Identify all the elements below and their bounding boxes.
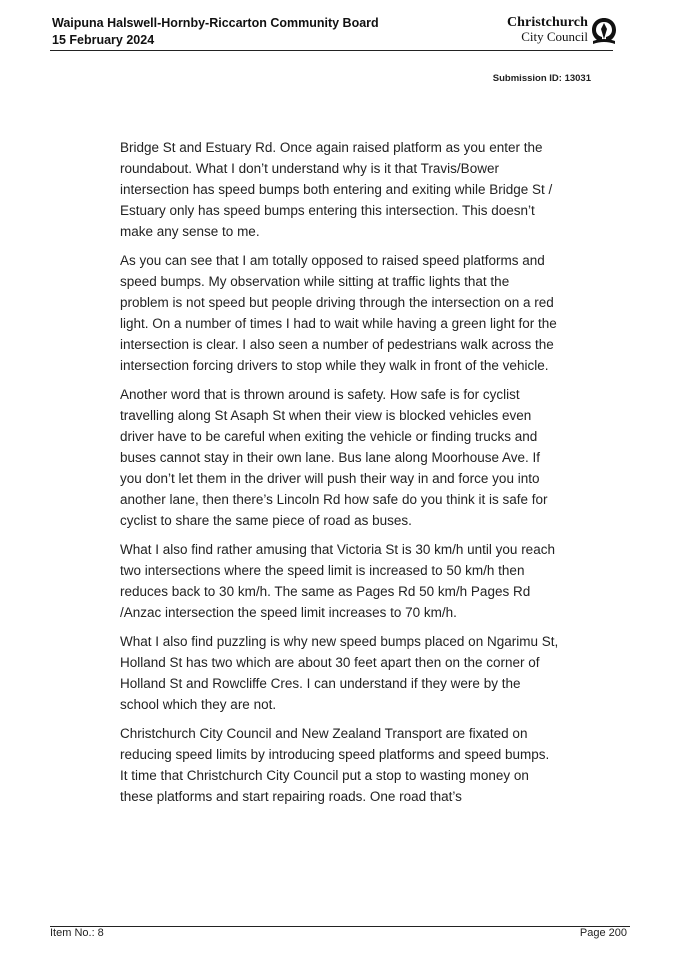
- paragraph: What I also find puzzling is why new speed bumps placed on Ngarimu St, Holland St has two which are about 30 feet apart then on the corner of Holland St and Rowcliffe Cres. I can understand if they were by the school which they are not.: [120, 634, 559, 712]
- logo-wordmark: [507, 16, 588, 44]
- council-logo: [508, 15, 618, 49]
- board-name: Waipuna Halswell-Hornby-Riccarton Community Board: [52, 16, 379, 30]
- header-divider: [50, 50, 613, 51]
- submission-id: Submission ID: 13031: [492, 73, 591, 84]
- paragraph: Bridge St and Estuary Rd. Once again raised platform as you enter the roundabout. What I don’t understand why is it that Travis/Bower intersection has speed bumps both entering and exiting while Bridge St / Estuary only has speed bumps entering this intersection. This doesn’t make any sense to me.: [120, 140, 553, 239]
- document-header-title: [52, 15, 379, 49]
- christchurch-cathedral-logo-icon: [591, 17, 617, 45]
- meeting-date: 15 February 2024: [52, 33, 155, 47]
- paragraph: What I also find rather amusing that Victoria St is 30 km/h until you reach two intersections where the speed limit is increased to 50 km/h then reduces back to 30 km/h. The same as Pages Rd 50 km/h Pages Rd /Anzac intersection the speed limit increases to 70 km/h.: [120, 542, 555, 620]
- logo-line-2: City Council: [521, 29, 588, 44]
- paragraph: Another word that is thrown around is safety. How safe is for cyclist travelling along St Asaph St when their view is blocked vehicles even driver have to be careful when exiting the vehicle or finding trucks and buses cannot stay in their own lane. Bus lane along Moorhouse Ave. If you don’t let them in the driver will push their way in and force you into another lane, then there’s Lincoln Rd how safe do you think it is safe for cyclist to share the same piece of road as buses.: [120, 387, 548, 528]
- paragraph: As you can see that I am totally opposed to raised speed platforms and speed bumps. My observation while sitting at traffic lights that the problem is not speed but people driving through the intersection on a red light. On a number of times I had to wait while having a green light for the intersection is clear. I also seen a number of pedestrians walk across the intersection forcing drivers to stop while they walk in front of the vehicle.: [120, 253, 557, 373]
- submission-body: [120, 137, 560, 815]
- logo-line-1: Christchurch: [506, 15, 588, 30]
- item-number: Item No.: 8: [50, 927, 104, 939]
- page-number: Page 200: [579, 927, 627, 939]
- paragraph: Christchurch City Council and New Zealand Transport are fixated on reducing speed limits by introducing speed platforms and speed bumps. It time that Christchurch City Council put a stop to wasting money on these platforms and start repairing roads. One road that’s: [120, 726, 550, 804]
- footer-divider: [50, 926, 630, 927]
